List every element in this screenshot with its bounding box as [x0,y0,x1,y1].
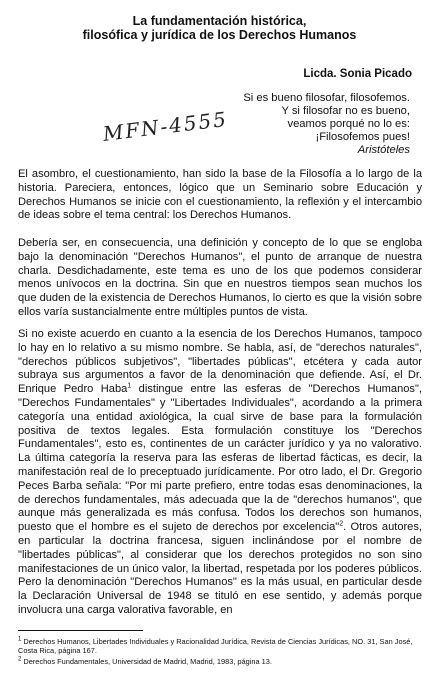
footnote-1 [18,637,422,655]
footnote-2 [18,657,422,666]
title-line-1: La fundamentación histórica, [132,14,307,28]
footnote-1-text: Derechos Humanos, Libertades Individuales y Racionalidad Jurídica, Revista de Ciencias Jurídicas, NO. 31, San José, Costa Rica, página 167. [18,637,413,655]
paragraph-3-part-b: distingue entre las esferas de "Derechos Humanos", "Derechos Fundamentales" y "Libertades Individuales", acordando a la primera categoría una entidad axiológica, la cual sirve de base para la formulación positiva de textos legales. Esta formulación constituye los "Derechos Fundamentales", esto es, continentes de un carácter jurídico y ya no valorativo. La última categoría la reserva para las esferas de libertad fácticas, es decir, la manifestación real de lo preceptuado jurídicamente. Por otro lado, el Dr. Gregorio Peces Barba señala: "Por mi parte prefiero, entre todas esas denominaciones, la de derechos fundamentales, más adecuada que la de "derechos humanos", que aunque más generalizada es más confusa. Todos los derechos son humanos, puesto que el hombre es el sujeto de derechos por excelencia" [18,383,423,534]
footnote-ref-1: 1 [127,382,132,390]
footnote-separator [18,630,143,631]
handwritten-catalog-note: MFN-4555 [101,106,230,146]
paragraph-3-part-c: . Otros autores, en particular la doctrina francesa, siguen inclinándose por el nombre de "libertades públicas", al considerar que los derechos protegidos no son sino manifestaciones de un único valor, la libertad, respetada por los poderes públicos. Pero la denominación "Derechos Humanos" es la más usual, en particular desde la Declaración Universal de 1948 se tituló en ese sentido, y además porque involucra una carga valorativa favorable, en [18,521,422,616]
paragraph-1: El asombro, el cuestionamiento, han sido la base de la Filosofía a lo largo de la historia. Pareciera, entonces, lógico que un Seminario sobre Educación y Derechos Humanos se inicie con el cuestionamiento, la reflexión y el intercambio de ideas sobre el tema central: los Derechos Humanos. [18,168,422,222]
epigraph-source: Aristóteles [357,144,410,156]
paragraph-3-part-a: Si no existe acuerdo en cuanto a la esencia de los Derechos Humanos, tampoco lo hay en lo relativo a su mismo nombre. Se habla, así, de "derechos naturales", "derechos públicos subjetivos", "libertades públicas", etcétera y cada autor subraya sus argumentos a favor de la denominación que defiende. Así, el Dr. Enrique Pedro Haba [18,328,422,396]
paragraph-2: Debería ser, en consecuencia, una definición y concepto de lo que se engloba bajo la denominación "Derechos Humanos", el punto de arranque de nuestra charla. Desdichadamente, este tema es uno de los que podemos considerar menos unívocos en la doctrina. Sin que en nuestros tiempos sean muchos los que duden de la existencia de Derechos Humanos, lo cierto es que la visión sobre ellos varía sustancialmente entre múltiples puntos de vista. [18,237,422,318]
paragraph-3 [18,328,422,618]
author-name: Licda. Sonia Picado [303,68,412,80]
footnote-1-number: 1 [18,636,22,643]
epigraph-line-1: Si es bueno filosofar, filosofemos. [243,92,410,104]
epigraph-line-2: Y si filosofar no es bueno, [281,105,410,117]
title-line-2: filosófica y jurídica de los Derechos Humanos [82,28,357,42]
epigraph [243,92,410,157]
epigraph-line-4: ¡Filosofemos pues! [315,131,410,143]
footnote-ref-2: 2 [339,520,344,528]
footnote-2-number: 2 [18,656,22,663]
epigraph-line-3: veamos porqué no lo es: [287,118,410,130]
footnote-2-text: Derechos Fundamentales, Universidad de Madrid, Madrid, 1983, página 13. [21,657,272,666]
